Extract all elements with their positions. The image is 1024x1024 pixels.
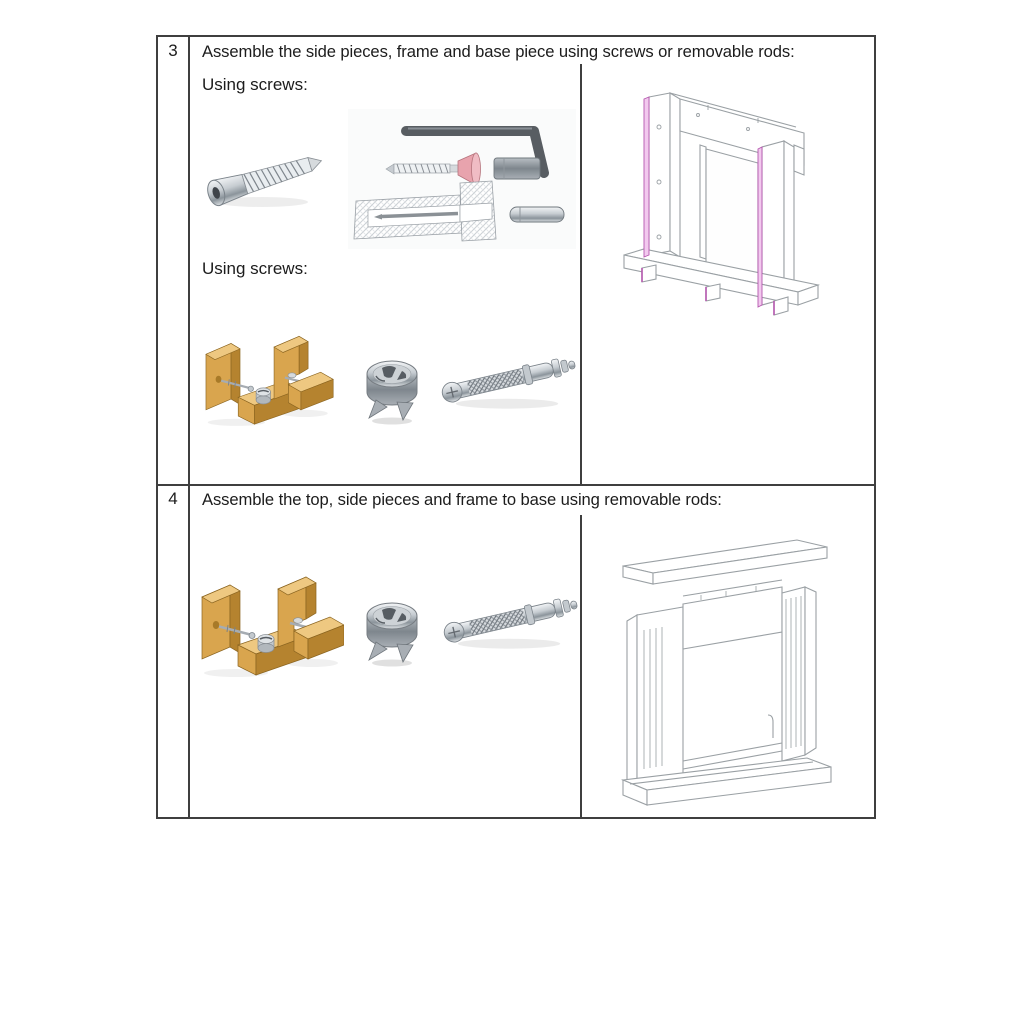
allen-key-and-fittings-illustration [348, 109, 576, 249]
step-number-3: 3 [168, 41, 178, 60]
step3-section2-label: Using screws: [202, 259, 308, 278]
row-divider [158, 484, 874, 486]
step3-section1-label: Using screws: [202, 75, 308, 94]
cam-lock-wood-joint-illustration [194, 560, 344, 687]
number-column-divider [188, 37, 190, 817]
step4-content-divider [580, 515, 582, 817]
mantel-with-top-shelf-illustration [606, 537, 872, 815]
step3-content-divider [580, 64, 582, 484]
cam-lock-fitting-illustration [350, 585, 434, 669]
step-number-4: 4 [168, 489, 178, 508]
step4-title: Assemble the top, side pieces and frame to base using removable rods: [202, 490, 722, 509]
step3-title: Assemble the side pieces, frame and base piece using screws or removable rods: [202, 42, 795, 61]
confirmat-screw-illustration [200, 140, 332, 212]
assembled-frame-illustration [608, 87, 868, 322]
knurled-connecting-rod-illustration [436, 337, 578, 423]
instruction-table [156, 35, 876, 819]
cam-lock-wood-joint-illustration [192, 322, 340, 434]
knurled-connecting-rod-illustration [438, 577, 580, 663]
cam-lock-fitting-illustration [350, 343, 434, 427]
